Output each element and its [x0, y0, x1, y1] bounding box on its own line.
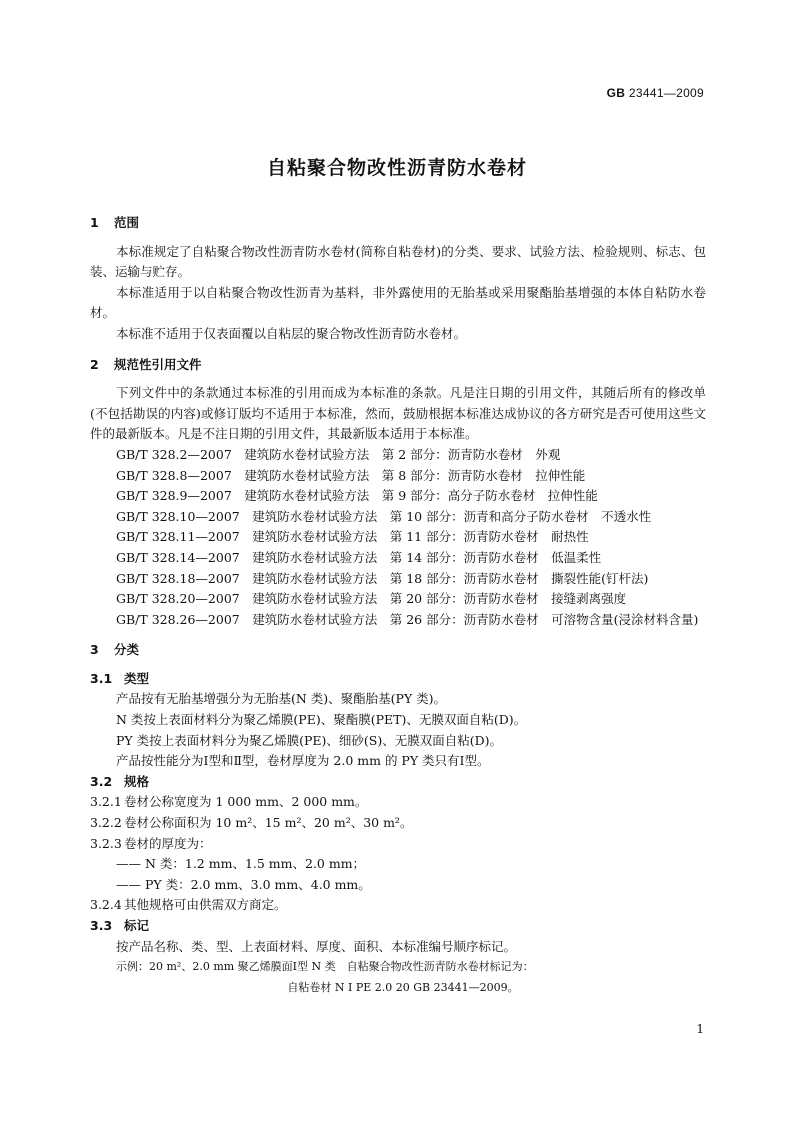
paragraph: 本标准不适用于仅表面覆以自粘层的聚合物改性沥青防水卷材。 — [116, 325, 467, 341]
document-body — [90, 213, 706, 998]
paragraph: 产品按有无胎基增强分为无胎基(N 类)、聚酯胎基(PY 类)。 — [116, 691, 447, 707]
standard-code-prefix: GB — [606, 86, 626, 100]
section-number: 3 — [90, 642, 99, 658]
paragraph: PY 类按上表面材料分为聚乙烯膜(PE)、细砂(S)、无膜双面自粘(D)。 — [116, 732, 503, 748]
paragraph: 按产品名称、类、型、上表面材料、厚度、面积、本标准编号顺序标记。 — [116, 938, 517, 954]
dash-list-item: —— N 类：1.2 mm、1.5 mm、2.0 mm； — [116, 856, 366, 872]
standard-code-number: 23441—2009 — [628, 86, 704, 100]
clause-text: 其他规格可由供需双方商定。 — [124, 897, 287, 913]
reference-item: GB/T 328.26—2007 建筑防水卷材试验方法 第 26 部分：沥青防水卷材 可溶物含量(浸涂材料含量) — [116, 611, 699, 627]
reference-item: GB/T 328.8—2007 建筑防水卷材试验方法 第 8 部分：沥青防水卷材 拉伸性能 — [116, 467, 586, 483]
clause-text: 卷材公称宽度为 1 000 mm、2 000 mm。 — [124, 794, 368, 810]
section-title: 规范性引用文件 — [114, 356, 202, 372]
paragraph: 本标准规定了自粘聚合物改性沥青防水卷材(简称自粘卷材)的分类、要求、试验方法、检验规则、标志、包装、运输与贮存。 — [90, 243, 706, 280]
clause-number: 3.2.1 — [90, 794, 122, 810]
reference-item: GB/T 328.14—2007 建筑防水卷材试验方法 第 14 部分：沥青防水卷材 低温柔性 — [116, 549, 602, 565]
subsection-3-2-heading — [90, 772, 706, 793]
paragraph: 产品按性能分为Ⅰ型和Ⅱ型，卷材厚度为 2.0 mm 的 PY 类只有Ⅰ型。 — [116, 753, 490, 769]
document-title: 自粘聚合物改性沥青防水卷材 — [266, 157, 527, 179]
subsection-number: 3.3 — [90, 918, 113, 933]
subsection-title: 规格 — [124, 773, 150, 789]
subsection-3-1-heading — [90, 669, 706, 690]
section-1-heading — [90, 213, 706, 234]
reference-item: GB/T 328.10—2007 建筑防水卷材试验方法 第 10 部分：沥青和高分子防水卷材 不透水性 — [116, 508, 652, 524]
subsection-number: 3.2 — [90, 773, 113, 789]
clause-3-2-3 — [90, 834, 706, 855]
example-text: 示例：20 m²、2.0 mm 聚乙烯膜面Ⅰ型 N 类 自粘聚合物改性沥青防水卷材标记为： — [116, 960, 534, 974]
section-3-heading — [90, 640, 706, 661]
dash-list-item: —— PY 类：2.0 mm、3.0 mm、4.0 mm。 — [116, 876, 371, 892]
clause-number: 3.2.2 — [90, 815, 122, 831]
clause-3-2-4 — [90, 895, 706, 916]
clause-number: 3.2.4 — [90, 897, 122, 913]
subsection-3-3-heading — [90, 916, 706, 937]
reference-item: GB/T 328.9—2007 建筑防水卷材试验方法 第 9 部分：高分子防水卷材 拉伸性能 — [116, 488, 598, 504]
paragraph: 下列文件中的条款通过本标准的引用而成为本标准的条款。凡是注日期的引用文件，其随后所有的修改单(不包括勘误的内容)或修订版均不适用于本标准，然而，鼓励根据本标准达成协议的各方研究是否可使用这些文件的最新版本。凡是不注日期的引用文件，其最新版本适用于本标准。 — [90, 385, 706, 442]
section-title: 分类 — [114, 642, 140, 658]
page-number: 1 — [696, 1022, 704, 1036]
reference-item: GB/T 328.11—2007 建筑防水卷材试验方法 第 11 部分：沥青防水卷材 耐热性 — [116, 529, 589, 545]
section-number: 2 — [90, 356, 99, 372]
reference-item: GB/T 328.2—2007 建筑防水卷材试验方法 第 2 部分：沥青防水卷材 外观 — [116, 446, 561, 462]
clause-text: 卷材的厚度为： — [124, 835, 212, 851]
clause-text: 卷材公称面积为 10 m²、15 m²、20 m²、30 m²。 — [124, 815, 413, 831]
section-title: 范围 — [114, 215, 140, 230]
subsection-number: 3.1 — [90, 670, 113, 686]
subsection-title: 类型 — [124, 670, 150, 686]
section-number: 1 — [90, 215, 99, 230]
reference-item: GB/T 328.20—2007 建筑防水卷材试验方法 第 20 部分：沥青防水卷材 接缝剥离强度 — [116, 591, 627, 607]
example-marking: 自粘卷材 N Ⅰ PE 2.0 20 GB 23441—2009。 — [287, 980, 519, 994]
clause-3-2-1 — [90, 792, 706, 813]
standard-code — [607, 86, 704, 100]
clause-number: 3.2.3 — [90, 835, 122, 851]
paragraph: N 类按上表面材料分为聚乙烯膜(PE)、聚酯膜(PET)、无膜双面自粘(D)。 — [116, 712, 527, 728]
clause-3-2-2 — [90, 813, 706, 834]
subsection-title: 标记 — [124, 918, 150, 933]
reference-item: GB/T 328.18—2007 建筑防水卷材试验方法 第 18 部分：沥青防水卷材 撕裂性能(钉杆法) — [116, 570, 649, 586]
section-2-heading — [90, 355, 706, 376]
paragraph: 本标准适用于以自粘聚合物改性沥青为基料，非外露使用的无胎基或采用聚酯胎基增强的本体自粘防水卷材。 — [90, 284, 706, 321]
